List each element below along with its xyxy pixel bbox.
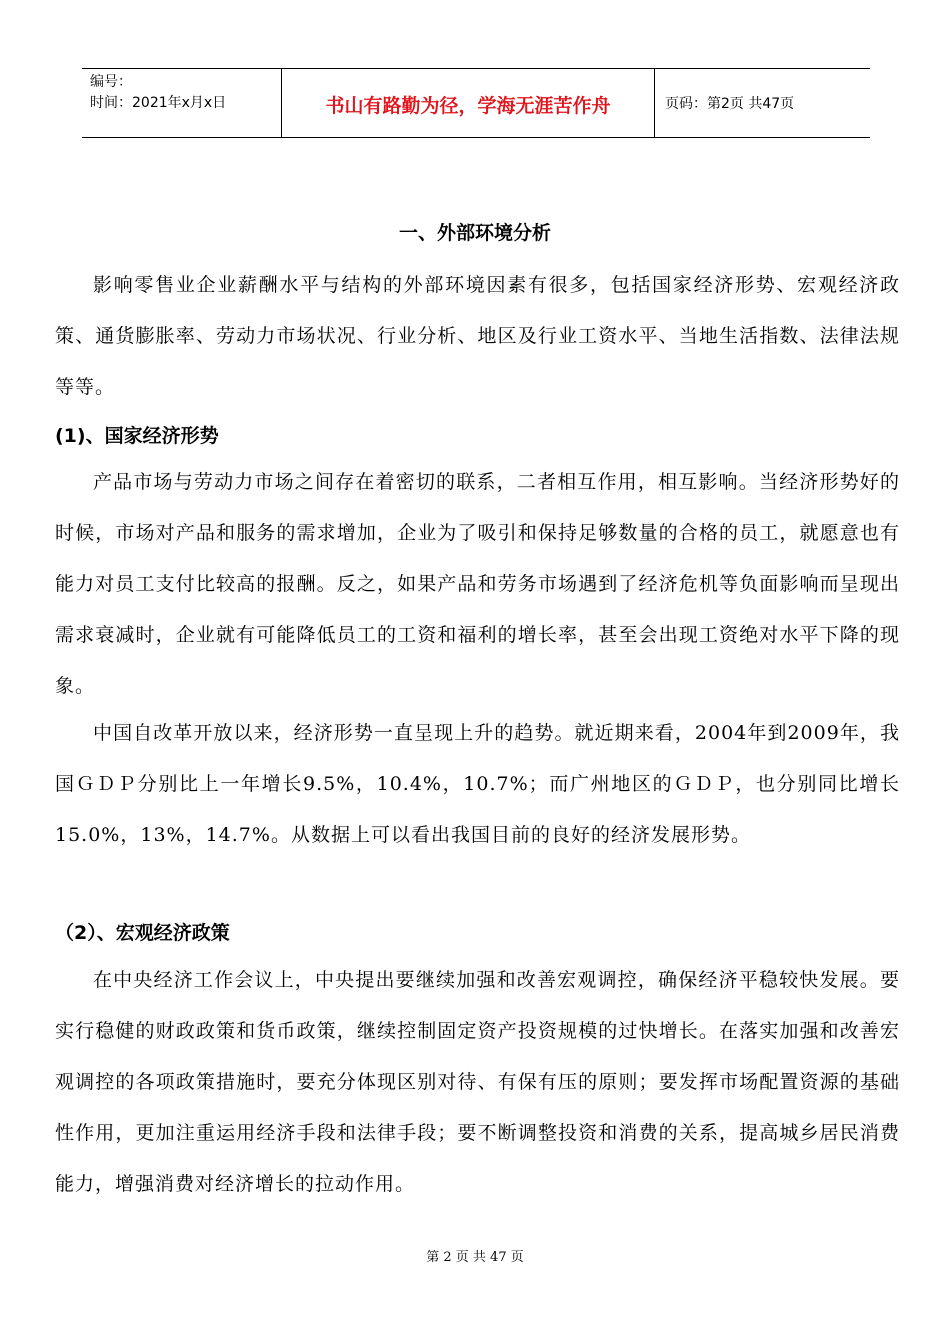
policy-paragraph-1: 在中央经济工作会议上，中央提出要继续加强和改善宏观调控，确保经济平稳较快发展。要实行稳健的财政政策和货币政策，继续控制固定资产投资规模的过快增长。在落实加强和改善宏观调控的各项政策措施时，要充分体现区别对待、有保有压的原则；要发挥市场配置资源的基础性作用，更加注重运用经济手段和法律手段；要不断调整投资和消费的关系，提高城乡居民消费能力，增强消费对经济增长的拉动作用。 bbox=[55, 969, 900, 1195]
subsection-heading-policy: （2）、宏观经济政策 bbox=[55, 922, 230, 944]
header-meta-cell bbox=[82, 69, 282, 137]
header-motto-cell bbox=[282, 69, 655, 137]
header-motto: 书山有路勤为径，学海无涯苦作舟 bbox=[325, 95, 611, 117]
page-footer: 第 2 页 共 47 页 bbox=[426, 1250, 524, 1265]
header-number-label: 编号： bbox=[90, 74, 132, 90]
intro-paragraph: 影响零售业企业薪酬水平与结构的外部环境因素有很多，包括国家经济形势、宏观经济政策、通货膨胀率、劳动力市场状况、行业分析、地区及行业工资水平、当地生活指数、法律法规等等。 bbox=[55, 274, 900, 398]
subsection-heading-economy: (1)、国家经济形势 bbox=[55, 425, 219, 447]
header-page-cell bbox=[655, 69, 870, 137]
economy-paragraph-2: 中国自改革开放以来，经济形势一直呈现上升的趋势。就近期来看，2004年到2009年，我国ＧＤＰ分别比上一年增长9.5%，10.4%，10.7%；而广州地区的ＧＤＰ，也分别同比增长15.0%，13%，14.7%。从数据上可以看出我国目前的良好的经济发展形势。 bbox=[55, 722, 900, 846]
header-time-label: 时间：2021年x月x日 bbox=[90, 95, 227, 111]
document-header bbox=[82, 68, 870, 138]
header-page-label: 页码：第2页 共47页 bbox=[665, 96, 795, 112]
economy-paragraph-1: 产品市场与劳动力市场之间存在着密切的联系，二者相互作用，相互影响。当经济形势好的时候，市场对产品和服务的需求增加，企业为了吸引和保持足够数量的合格的员工，就愿意也有能力对员工支付比较高的报酬。反之，如果产品和劳务市场遇到了经济危机等负面影响而呈现出需求衰减时，企业就有可能降低员工的工资和福利的增长率，甚至会出现工资绝对水平下降的现象。 bbox=[55, 471, 900, 697]
section-title: 一、外部环境分析 bbox=[398, 222, 551, 244]
